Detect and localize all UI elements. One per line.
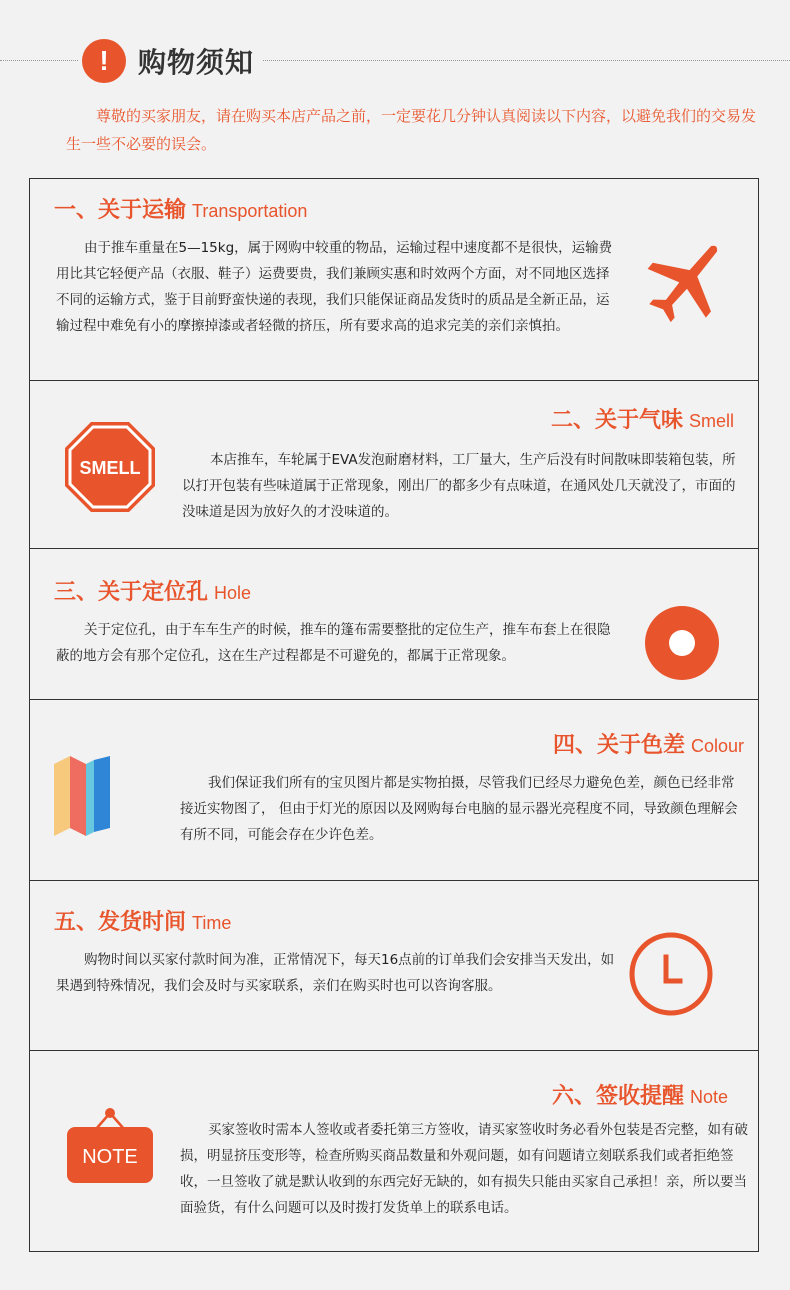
section-body: 由于推车重量在5—15kg，属于网购中较重的物品，运输过程中速度都不是很快，运输费用比其它轻便产品（衣服、鞋子）运费要贵，我们兼顾实惠和时效两个方面，对不同地区选择不同的运输方式，鉴于目前野蛮快递的表现，我们只能保证商品发货时的质品是全新正品，运输过程中难免有小的摩擦掉漆或者轻微的挤压，所有要求高的追求完美的亲们亲慎拍。 [56,240,613,334]
section-colour [29,699,759,881]
section-hole [29,548,759,700]
clock-icon [628,931,714,1017]
section-smell [29,380,759,549]
section-title: 六、签收提醒 [551,1084,684,1109]
section-title: 五、发货时间 [54,910,187,935]
section-title: 二、关于气味 [550,408,683,433]
section-title: 三、关于定位孔 [54,580,209,605]
section-transportation [29,178,759,381]
note-icon-label: NOTE [82,1146,138,1168]
section-body: 本店推车，车轮属于EVA发泡耐磨材料，工厂量大，生产后没有时间散味即装箱包装，所以打开包装有些味道属于正常现象，刚出厂的都多少有点味道，在通风处几天就没了，市面的没味道是因为放好久的才没味道的。 [182,452,736,520]
smell-icon-label: SMELL [79,458,141,478]
section-body: 我们保证我们所有的宝贝图片都是实物拍摄，尽管我们已经尽力避免色差，颜色已经非常接近实物图了， 但由于灯光的原因以及网购每台电脑的显示器光亮程度不同，导致颜色理解会有所不同，可能会存在少许色差。 [180,775,738,843]
section-title-en: Smell [688,411,734,431]
section-note [29,1050,759,1252]
exclamation-icon: ! [82,39,126,83]
intro-text: 尊敬的买家朋友，请在购买本店产品之前，一定要花几分钟认真阅读以下内容，以避免我们的交易发生一些不必要的误会。 [66,107,757,153]
section-body: 购物时间以买家付款时间为准，正常情况下，每天16点前的订单我们会安排当天发出，如果遇到特殊情况，我们会及时与买家联系，亲们在购买时也可以咨询客服。 [56,952,615,994]
section-title-en: Note [689,1087,728,1107]
page-title: 购物须知 [138,46,255,79]
section-title: 四、关于色差 [552,733,685,758]
section-title-en: Hole [214,583,252,603]
section-body: 买家签收时需本人签收或者委托第三方签收，请买家签收时务必看外包装是否完整，如有破损，明显挤压变形等，检查所购买商品数量和外观问题，如有问题请立刻联系我们或者拒绝签收，一旦签收了就是默认收到的东西完好无缺的，如有损失只能由买家自己承担！亲，所以要当面验货，有什么问题可以及时拨打发货单上的联系电话。 [180,1122,748,1216]
ring-icon [644,605,720,681]
airplane-icon [642,235,732,327]
section-time [29,880,759,1051]
section-title-en: Colour [690,736,744,756]
section-title-en: Transportation [192,201,308,221]
note-sign-icon [66,1107,154,1185]
section-body: 关于定位孔，由于车车生产的时候，推车的篷布需要整批的定位生产，推车布套上在很隐蔽的地方会有那个定位孔，这在生产过程都是不可避免的，都属于正常现象。 [56,622,611,664]
smell-stop-sign-icon [64,421,156,513]
section-title-en: Time [192,913,232,933]
section-title: 一、关于运输 [54,198,187,223]
color-swatch-icon [54,756,112,836]
page-header [78,38,262,84]
